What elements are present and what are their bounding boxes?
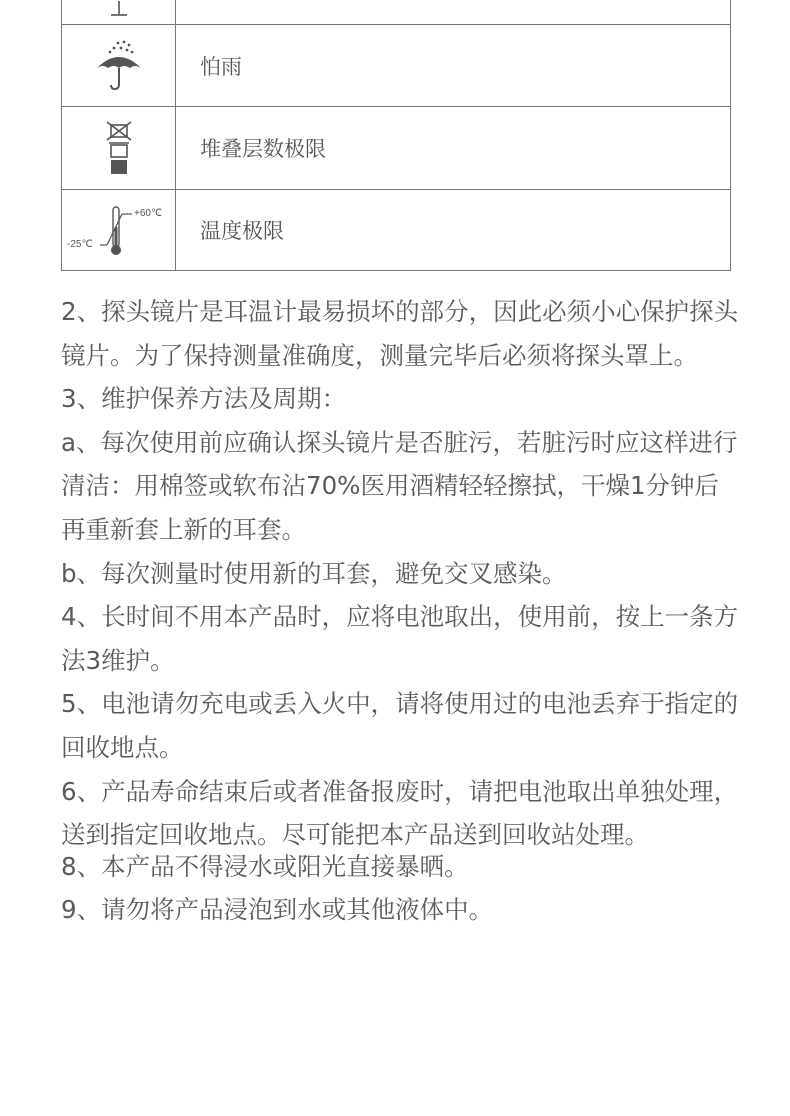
note-paragraph: b、每次测量时使用新的耳套，避免交叉感染。 [61, 558, 567, 588]
symbol-row [62, 25, 731, 107]
symbol-icon-cell [62, 0, 176, 25]
symbol-table [61, 0, 731, 271]
symbol-icon-cell [62, 25, 176, 107]
symbol-label: 堆叠层数极限 [176, 107, 731, 190]
note-paragraph: 2、探头镜片是耳温计最易损坏的部分，因此必须小心保护探头镜片。为了保持测量准确度，测量完毕后必须将探头罩上。 [61, 297, 739, 370]
symbol-row [62, 0, 731, 25]
temperature-limit-icon [64, 202, 174, 258]
min-temp-label: -25℃ [66, 239, 93, 250]
symbol-row [62, 107, 731, 190]
note-paragraph: 9、请勿将产品浸泡到水或其他液体中。 [61, 895, 494, 925]
note-paragraph: 5、电池请勿充电或丢入火中，请将使用过的电池丢弃于指定的回收地点。 [61, 689, 739, 762]
note-paragraph: a、每次使用前应确认探头镜片是否脏污，若脏污时应这样进行清洁：用棉签或软布沾70%医用酒精轻轻擦拭，干燥1分钟后再重新套上新的耳套。 [61, 427, 738, 544]
max-temp-label: +60℃ [133, 208, 162, 219]
symbol-label: 怕雨 [176, 25, 731, 107]
note-paragraph: 6、产品寿命结束后或者准备报废时，请把电池取出单独处理，送到指定回收地点。尽可能把本产品送到回收站处理。 [61, 776, 739, 850]
symbol-row [62, 190, 731, 271]
note-paragraph: 3、维护保养方法及周期： [61, 384, 347, 414]
symbol-label: 温度极限 [176, 190, 731, 271]
note-paragraph: 8、本产品不得浸水或阳光直接暴晒。 [61, 851, 469, 881]
keep-dry-umbrella-icon [94, 40, 144, 92]
symbol-label [176, 0, 731, 25]
maintenance-notes [61, 290, 741, 932]
note-paragraph: 4、长时间不用本产品时，应将电池取出，使用前，按上一条方法3维护。 [61, 602, 739, 675]
umbrella-partial-icon [99, 1, 139, 23]
symbol-icon-cell [62, 107, 176, 190]
symbol-icon-cell [62, 190, 176, 271]
stacking-limit-icon [106, 121, 132, 175]
